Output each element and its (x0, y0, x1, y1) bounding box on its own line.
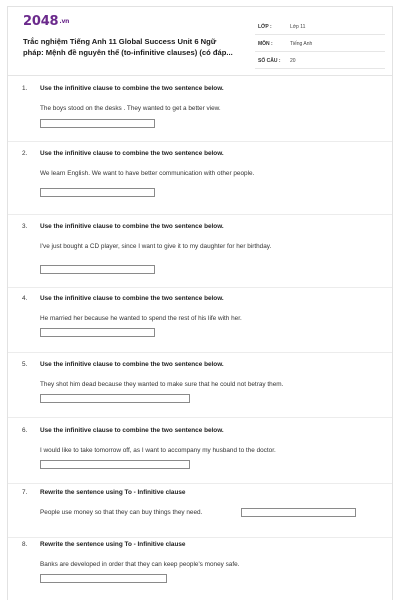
answer-input[interactable] (40, 188, 155, 197)
meta-label-subject: MÔN : (258, 41, 273, 47)
question-instruction: Use the infinitive clause to combine the two sentence below. (40, 295, 224, 302)
answer-input[interactable] (40, 265, 155, 274)
meta-value-count: 20 (290, 58, 296, 64)
question-number: 8. (22, 541, 28, 548)
answer-input[interactable] (40, 460, 190, 469)
meta-row-class (255, 20, 385, 35)
header-divider (8, 75, 392, 76)
meta-info (255, 20, 385, 71)
meta-value-class: Lớp 11 (290, 24, 306, 30)
question-instruction: Use the infinitive clause to combine the two sentence below. (40, 361, 224, 368)
question-separator (8, 352, 392, 353)
answer-input[interactable] (40, 394, 190, 403)
question-instruction: Use the infinitive clause to combine the two sentence below. (40, 150, 224, 157)
question-sentence: People use money so that they can buy things they need. (40, 509, 203, 516)
title-line-2: pháp: Mệnh đề nguyên thể (to-infinitive clauses) (có đáp... (23, 47, 233, 57)
question-number: 5. (22, 361, 28, 368)
title-line-1: Trắc nghiệm Tiếng Anh 11 Global Success Unit 6 Ngữ (23, 37, 217, 46)
question-number: 4. (22, 295, 28, 302)
question-instruction: Use the infinitive clause to combine the two sentence below. (40, 85, 224, 92)
question-instruction: Rewrite the sentence using To - Infinitive clause (40, 489, 186, 496)
logo-tld: .vn (59, 18, 70, 25)
question-number: 3. (22, 223, 28, 230)
meta-label-count: SỐ CÂU : (258, 58, 281, 64)
answer-input[interactable] (40, 574, 167, 583)
question-sentence: I would like to take tomorrow off, as I want to accompany my husband to the doctor. (40, 447, 276, 454)
question-number: 2. (22, 150, 28, 157)
question-instruction: Use the infinitive clause to combine the two sentence below. (40, 223, 224, 230)
question-sentence: The boys stood on the desks . They wanted to get a better view. (40, 105, 221, 112)
answer-input[interactable] (40, 119, 155, 128)
meta-row-subject (255, 37, 385, 52)
meta-value-subject: Tiếng Anh (290, 41, 313, 47)
answer-input[interactable] (241, 508, 356, 517)
logo-main: 2048 (23, 14, 59, 29)
question-separator (8, 287, 392, 288)
question-separator (8, 483, 392, 484)
worksheet-header (8, 7, 392, 69)
question-separator (8, 417, 392, 418)
question-separator (8, 141, 392, 142)
question-sentence: They shot him dead because they wanted to make sure that he could not betray them. (40, 381, 284, 388)
question-number: 6. (22, 427, 28, 434)
document-title (23, 37, 248, 58)
question-instruction: Rewrite the sentence using To - Infinitive clause (40, 541, 186, 548)
question-separator (8, 537, 392, 538)
question-instruction: Use the infinitive clause to combine the two sentence below. (40, 427, 224, 434)
question-sentence: He married her because he wanted to spend the rest of his life with her. (40, 315, 242, 322)
question-sentence: I've just bought a CD player, since I want to give it to my daughter for her birthday. (40, 243, 272, 250)
question-separator (8, 214, 392, 215)
question-sentence: Banks are developed in order that they can keep people's money safe. (40, 561, 240, 568)
answer-input[interactable] (40, 328, 155, 337)
site-logo[interactable] (23, 14, 69, 29)
meta-row-count (255, 54, 385, 69)
worksheet-page (7, 6, 393, 600)
question-sentence: We learn English. We want to have better communication with other people. (40, 170, 255, 177)
question-number: 7. (22, 489, 28, 496)
question-number: 1. (22, 85, 28, 92)
meta-label-class: LỚP : (258, 24, 272, 30)
